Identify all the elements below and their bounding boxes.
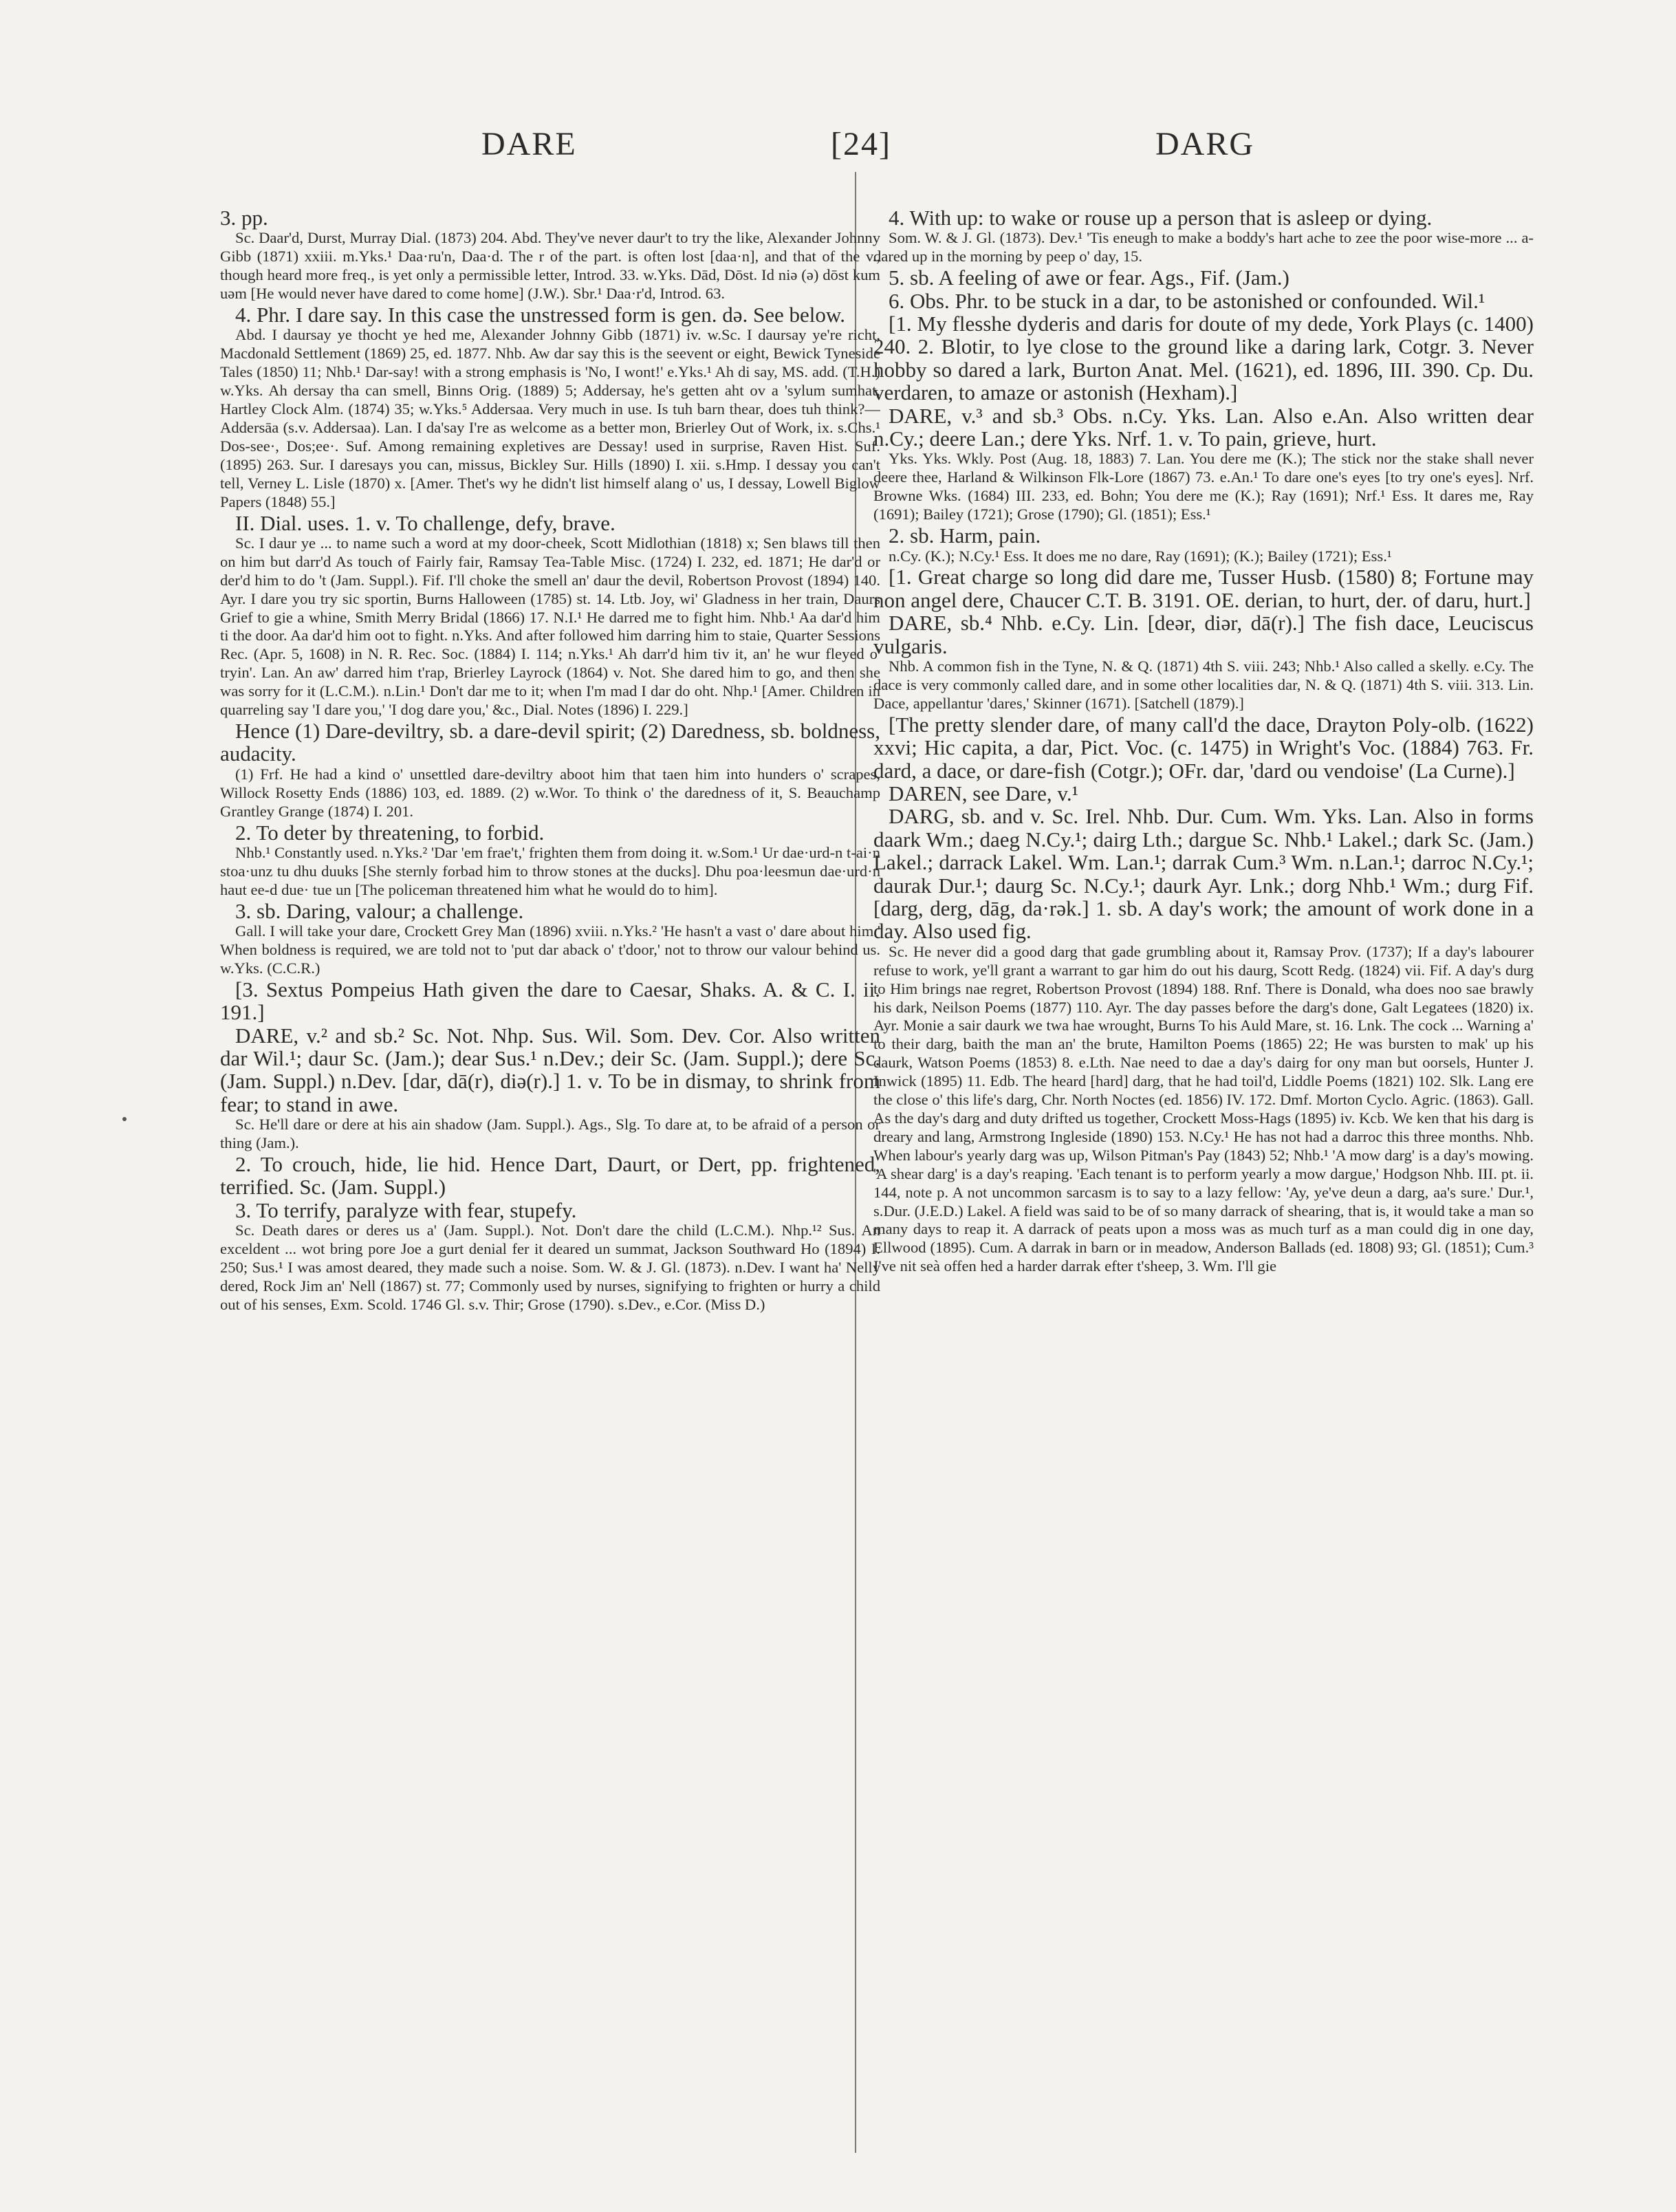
- entry-paragraph: Som. W. & J. Gl. (1873). Dev.¹ 'Tis eneugh to make a boddy's hart ache to zee the poor wise-more ... a-dared up in the morning by peep o' day, 15.: [873, 229, 1534, 265]
- entry-paragraph: 3. pp.: [220, 206, 268, 230]
- entry-paragraph: Abd. I daursay ye thocht ye hed me, Alexander Johnny Gibb (1871) iv. w.Sc. I daursay ye're richt, Macdonald Settlement (1869) 25, ed. 1877. Nhb. Aw dar say this is the seevent or eight, Bewick Tyneside Tales (1850) 11; Nhb.¹ Dar-say! with a strong emphasis is 'No, I wont!' e.Yks.¹ Ah di say, MS. add. (T.H.) w.Yks. Ah dersay tha can smell, Binns Orig. (1889) 5; Addersay, he's getten aht ov a 'sylum sumhat, Hartley Clock Alm. (1874) 35; w.Yks.⁵ Addersaa. Very much in use. Is tuh barn thear, does tuh think?—Addersāa (s.v. Addersaa). Lan. I da'say I're as welcome as a better mon, Brierley Out of Work, ix. s.Chs.¹ Dos-see·, Dos;ee·. Suf. Among remaining expletives are Dessay! used in surprise, Raven Hist. Suf. (1895) 263. Sur. I daresays you can, missus, Bickley Sur. Hills (1890) I. xii. s.Hmp. I dessay you can't tell, Verney L. Lisle (1870) x. [Amer. Thet's wy he didn't list himself alang o' us, I dessay, Lowell Biglow Papers (1848) 55.]: [220, 326, 880, 510]
- entry-paragraph: DAREN, see Dare, v.¹: [889, 781, 1078, 805]
- entry-paragraph: 3. To terrify, paralyze with fear, stupefy.: [235, 1197, 577, 1222]
- entry-paragraph: (1) Frf. He had a kind o' unsettled dare-deviltry aboot him that taen him into hunders o' scrapes, Willock Rosetty Ends (1886) 103, ed. 1889. (2) w.Wor. To think o' the daredness of it, S. Beauchamp Grantley Grange (1874) I. 201.: [220, 765, 880, 820]
- entry-paragraph: 6. Obs. Phr. to be stuck in a dar, to be astonished or confounded. Wil.¹: [889, 288, 1485, 313]
- entry-paragraph: DARE, sb.⁴ Nhb. e.Cy. Lin. [deər, diər, dā(r).] The fish dace, Leuciscus vulgaris.: [873, 611, 1534, 658]
- entry-paragraph: 2. To crouch, hide, lie hid. Hence Dart, Daurt, or Dert, pp. frightened, terrified. Sc. (Jam. Suppl.): [220, 1152, 880, 1200]
- entry-paragraph: Sc. He'll dare or dere at his ain shadow (Jam. Suppl.). Ags., Slg. To dare at, to be afraid of a person or thing (Jam.).: [220, 1116, 880, 1152]
- entry-paragraph: 2. sb. Harm, pain.: [889, 523, 1041, 548]
- entry-paragraph: 5. sb. A feeling of awe or fear. Ags., Fif. (Jam.): [889, 265, 1289, 290]
- entry-paragraph: Sc. Daar'd, Durst, Murray Dial. (1873) 204. Abd. They've never daur't to try the like, Alexander Johnny Gibb (1871) xxiii. m.Yks.¹ Daa·ru'n, Daa·d. The r of the part. is often lost [daa·n], and that of the v., though heard more freq., is yet only a permissible letter, Introd. 33. w.Yks. Dād, Dōst. Id niə (ə) dōst kum uəm [He would never have dared to come home] (J.W.). Sbr.¹ Daa·r'd, Introd. 63.: [220, 229, 880, 303]
- entry-paragraph: Sc. Death dares or deres us a' (Jam. Suppl.). Not. Don't dare the child (L.C.M.). Nhp.¹² Sus. An exceldent ... wot bring pore Joe a gurt denial fer it deared un summat, Jackson Southward Ho (1894) I. 250; Sus.¹ I was amost deared, they made such a noise. Som. W. & J. Gl. (1873). n.Dev. I want ha' Nelly dered, Rock Jim an' Nell (1867) st. 77; Commonly used by nurses, signifying to frighten or hurry a child out of his senses, Exm. Scold. 1746 Gl. s.v. Thir; Grose (1790). s.Dev., e.Cor. (Miss D.): [220, 1222, 880, 1313]
- entry-paragraph: [1. Great charge so long did dare me, Tusser Husb. (1580) 8; Fortune may non angel dere, Chaucer C.T. B. 3191. OE. derian, to hurt, der. of daru, hurt.]: [873, 565, 1534, 612]
- entry-paragraph: [3. Sextus Pompeius Hath given the dare to Caesar, Shaks. A. & C. I. ii. 191.]: [220, 977, 880, 1025]
- entry-paragraph: Sc. He never did a good darg that gade grumbling about it, Ramsay Prov. (1737); If a day's labourer refuse to work, ye'll grant a warrant to gar him do out his daurg, Scott Redg. (1824) vii. Fif. A day's durg to Him brings nae regret, Robertson Provost (1894) 188. Rnf. There is Donald, wha does noo sae brawly his dark, Neilson Poems (1877) 110. Ayr. The day passes before the darg's done, Galt Legatees (1820) ix. Ayr. Monie a sair daurk we twa hae wrought, Burns To his Auld Mare, st. 16. Lnk. The cock ... Warning a' to their darg, baith the man an' the brute, Hamilton Poems (1865) 22; He was bursten to mak' up his daurk, Watson Poems (1853) 8. e.Lth. Nae need to dae a day's dairg for ony man but oorsels, Hunter J. Inwick (1895) 11. Edb. The heard [hard] darg, that he had toil'd, Liddle Poems (1821) 102. Slk. Lang ere the close o' this life's darg, Chr. North Noctes (ed. 1856) IV. 172. Dmf. Morton Cyclo. Agric. (1863). Gall. As the day's darg and duty drifted us together, Crockett Moss-Hags (1895) iv. Kcb. We ken that his darg is dreary and lang, Armstrong Ingleside (1890) 153. N.Cy.¹ He has not had a darroc this three months. Nhb. When labour's yearly darg was up, Wilson Pitman's Pay (1843) 52; Nhb.¹ 'A mow darg' is a day's mowing. 'A shear darg' is a day's reaping. 'Each tenant is to perform yearly a mow dargue,' Hodgson Nhb. III. pt. ii. 144, note p. A not uncommon sarcasm is to say to a lazy fellow: 'Ay, ye've deun a darg, aa's sure.' Dur.¹, s.Dur. (J.E.D.) Lakel. A field was said to be of so many darrack of shearing, that is, it would take a man so many days to reap it. A darrack of peats upon a moss was as much turf as a man could dig in one day, Ellwood (1895). Cum. A darrak in barn or in meadow, Anderson Ballads (ed. 1808) 93; Gl. (1851); Cum.³ I've nit seà offen hed a harder darrak efter t'sheep, 3. Wm. I'll gie: [873, 942, 1534, 1275]
- margin-mark: [122, 1117, 127, 1121]
- entry-paragraph: Hence (1) Dare-deviltry, sb. a dare-devil spirit; (2) Daredness, sb. boldness, audacity.: [220, 718, 880, 766]
- page-header: [0, 125, 1676, 173]
- entry-paragraph: II. Dial. uses. 1. v. To challenge, defy, brave.: [235, 510, 616, 535]
- right-running-headword: DARG: [1155, 126, 1255, 162]
- entry-paragraph: Yks. Yks. Wkly. Post (Aug. 18, 1883) 7. Lan. You dere me (K.); The stick nor the stake shall never deere thee, Harland & Wilkinson Flk-Lore (1867) 73. e.An.¹ To dare one's eyes [to try one's eyes]. Nrf. Browne Wks. (1684) III. 233, ed. Bohn; You dere me (K.); Ray (1691); Nrf.¹ Ess. It dares me, Ray (1691); Bailey (1721); Grose (1790); Gl. (1851); Ess.¹: [873, 450, 1534, 523]
- entry-paragraph: 2. To deter by threatening, to forbid.: [235, 820, 545, 845]
- entry-paragraph: 4. With up: to wake or rouse up a person that is asleep or dying.: [889, 206, 1433, 230]
- entry-paragraph: DARE, v.² and sb.² Sc. Not. Nhp. Sus. Wil. Som. Dev. Cor. Also written dar Wil.¹; daur Sc. (Jam.); dear Sus.¹ n.Dev.; deir Sc. (Jam. Suppl.); dere Sc. (Jam. Suppl.) n.Dev. [dar, dā(r), diə(r).] 1. v. To be in dismay, to shrink from fear; to stand in awe.: [220, 1023, 880, 1116]
- entry-paragraph: 4. Phr. I dare say. In this case the unstressed form is gen. də. See below.: [235, 303, 846, 327]
- entry-paragraph: [The pretty slender dare, of many call'd the dace, Drayton Poly-olb. (1622) xxvi; Hic capita, a dar, Pict. Voc. (c. 1475) in Wright's Voc. (1884) 763. Fr. dard, a dace, or dare-fish (Cotgr.); OFr. dar, 'dard ou vendoise' (La Curne).]: [873, 712, 1534, 783]
- left-running-headword: DARE: [481, 126, 577, 162]
- page-number: [24]: [831, 126, 891, 162]
- entry-paragraph: DARE, v.³ and sb.³ Obs. n.Cy. Yks. Lan. Also e.An. Also written dear n.Cy.; deere Lan.; dere Yks. Nrf. 1. v. To pain, grieve, hurt.: [873, 403, 1534, 451]
- entry-paragraph: [1. My flesshe dyderis and daris for doute of my dede, York Plays (c. 1400) 240. 2. Blotir, to lye close to the ground like a daring lark, Cotgr. 3. Never hobby so dared a lark, Burton Anat. Mel. (1621), ed. 1896, III. 390. Cp. Du. verdaren, to amaze or astonish (Hexham).]: [873, 312, 1534, 405]
- entry-paragraph: n.Cy. (K.); N.Cy.¹ Ess. It does me no dare, Ray (1691); (K.); Bailey (1721); Ess.¹: [889, 547, 1392, 565]
- entry-paragraph: 3. sb. Daring, valour; a challenge.: [235, 898, 524, 923]
- right-column: [873, 206, 1534, 2173]
- entry-paragraph: DARG, sb. and v. Sc. Irel. Nhb. Dur. Cum. Wm. Yks. Lan. Also in forms daark Wm.; daeg N.Cy.¹; dairg Lth.; dargue Sc. Nhb.¹ Lakel.; dark Sc. (Jam.) Lakel.; darrack Lakel. Wm. Lan.¹; darrak Cum.³ Wm. n.Lan.¹; darroc N.Cy.¹; daurak Dur.¹; daurg Sc. N.Cy.¹; daurk Ayr. Lnk.; dorg Nhb.¹ Wm.; durg Fif. [darg, derg, dāg, da·rək.] 1. sb. A day's work; the amount of work done in a day. Also used fig.: [873, 804, 1534, 944]
- entry-paragraph: Nhb. A common fish in the Tyne, N. & Q. (1871) 4th S. viii. 243; Nhb.¹ Also called a skelly. e.Cy. The dace is very commonly called dare, and in some other localities dar, N. & Q. (1871) 4th S. viii. 313. Lin. Dace, appellantur 'dares,' Skinner (1671). [Satchell (1879).]: [873, 658, 1534, 712]
- entry-paragraph: Gall. I will take your dare, Crockett Grey Man (1896) xviii. n.Yks.² 'He hasn't a vast o' dare about him.' When boldness is required, we are told not to 'put dar aback o' t'door,' not to throw our valour behind us. w.Yks. (C.C.R.): [220, 922, 880, 977]
- left-column: [220, 206, 880, 2173]
- entry-paragraph: Sc. I daur ye ... to name such a word at my door-cheek, Scott Midlothian (1818) x; Sen blaws till then on him but darr'd As touch of Fairly fair, Ramsay Tea-Table Misc. (1724) I. 232, ed. 1871; He dar'd or der'd him to do 't (Jam. Suppl.). Fif. I'll choke the smell an' daur the devil, Robertson Provost (1894) 140. Ayr. I dare you try sic sportin, Burns Halloween (1785) st. 14. Ltb. Joy, wi' Gladness in her train, Daurs Grief to gie a whine, Smith Merry Bridal (1866) 17. N.I.¹ He darred me to fight him. Nhb.¹ Aa dar'd him ti the door. Aa dar'd him oot to fight. n.Yks. And after followed him darring him to staie, Quarter Sessions Rec. (Apr. 5, 1608) in N. R. Rec. Soc. (1884) I. 114; n.Yks.¹ Ah darr'd him tiv it, an' he wur fleyed o' tryin'. Lan. An aw' darred him t'rap, Brierley Layrock (1864) v. Not. She dared him to go, and then she was sorry for it (L.C.M.). n.Lin.¹ Don't dar me to it; when I'm mad I dar do oht. Nhp.¹ [Amer. Children in quarreling say 'I dare you,' 'I dog dare you,' &c., Dial. Notes (1896) I. 229.]: [220, 534, 880, 719]
- entry-paragraph: Nhb.¹ Constantly used. n.Yks.² 'Dar 'em frae't,' frighten them from doing it. w.Som.¹ Ur dae·urd-n t-ai·n stoa·unz tu dhu duuks [She sternly forbad him to throw stones at the ducks]. Dhu poa·leesmun dae·urd·n haut ee-d due· tue un [The policeman threatened him what he would do to him].: [220, 843, 880, 898]
